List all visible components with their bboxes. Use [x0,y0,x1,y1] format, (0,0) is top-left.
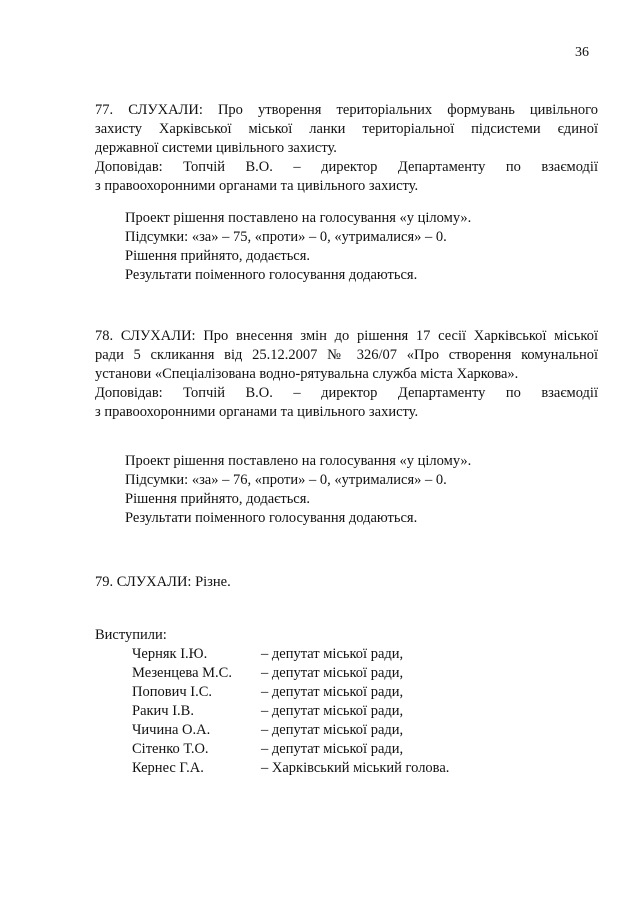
speaker-row [95,645,449,664]
speakers-list [95,626,449,778]
speaker-role: – депутат міської ради, [261,646,404,662]
item-77-vote-line-4: Результати поіменного голосування додаються. [125,267,418,283]
speaker-name: Сітенко Т.О. [132,741,209,757]
item-77-vote-line-2: Підсумки: «за» – 75, «проти» – 0, «утрималися» – 0. [125,229,447,245]
speaker-role: – Харківський міський голова. [261,760,450,776]
speaker-role: – депутат міської ради, [261,665,404,681]
speaker-row [95,702,449,721]
speaker-name: Черняк І.Ю. [132,646,208,662]
item-79-heading [95,573,598,592]
item-77-vote-block [125,209,471,285]
speaker-role: – депутат міської ради, [261,684,404,700]
item-78-vote-line-1: Проект рішення поставлено на голосування «у цілому». [125,453,472,469]
item-78-line-3: установи «Спеціалізована водно-рятувальна служба міста Харкова». [95,366,519,382]
speaker-name: Кернес Г.А. [132,760,204,776]
item-79-line: 79. СЛУХАЛИ: Різне. [95,574,231,590]
speaker-name: Попович І.С. [132,684,213,700]
item-78-vote-line-3: Рішення прийнято, додається. [125,491,311,507]
item-78-reporter-line-2: з правоохоронними органами та цивільного захисту. [95,404,419,420]
speaker-name: Ракич І.В. [132,703,194,719]
item-77-line-2: захисту Харківської міської ланки територіальної підсистеми єдиної [95,121,598,137]
item-77-reporter-line: Доповідав: Топчій В.О. – директор Департаменту по взаємодії [95,159,598,175]
speakers-title: Виступили: [95,627,167,643]
speaker-role: – депутат міської ради, [261,741,404,757]
item-77-vote-line-3: Рішення прийнято, додається. [125,248,311,264]
item-78-reporter-line: Доповідав: Топчій В.О. – директор Департаменту по взаємодії [95,385,598,401]
speaker-row [95,740,449,759]
speaker-row [95,721,449,740]
item-78-vote-block [125,452,471,528]
speaker-row [95,683,449,702]
speaker-role: – депутат міської ради, [261,703,404,719]
item-77-heading [95,101,598,196]
speaker-role: – депутат міської ради, [261,722,404,738]
item-78-line-2: ради 5 скликання від 25.12.2007 № 326/07 «Про створення комунальної [95,347,598,363]
speaker-name: Чичина О.А. [132,722,211,738]
speaker-name: Мезенцева М.С. [132,665,232,681]
item-77-reporter-line-2: з правоохоронними органами та цивільного захисту. [95,178,419,194]
item-78-vote-line-2: Підсумки: «за» – 76, «проти» – 0, «утрималися» – 0. [125,472,447,488]
item-78-heading [95,327,598,422]
speaker-row [95,759,449,778]
item-78-vote-line-4: Результати поіменного голосування додаються. [125,510,418,526]
speaker-row [95,664,449,683]
item-77-line-1: 77. СЛУХАЛИ: Про утворення територіальних формувань цивільного [95,102,598,118]
item-78-line-1: 78. СЛУХАЛИ: Про внесення змін до рішення 17 сесії Харківської міської [95,328,598,344]
item-77-line-3: державної системи цивільного захисту. [95,140,337,156]
page-number: 36 [575,45,589,60]
item-77-vote-line-1: Проект рішення поставлено на голосування «у цілому». [125,210,472,226]
